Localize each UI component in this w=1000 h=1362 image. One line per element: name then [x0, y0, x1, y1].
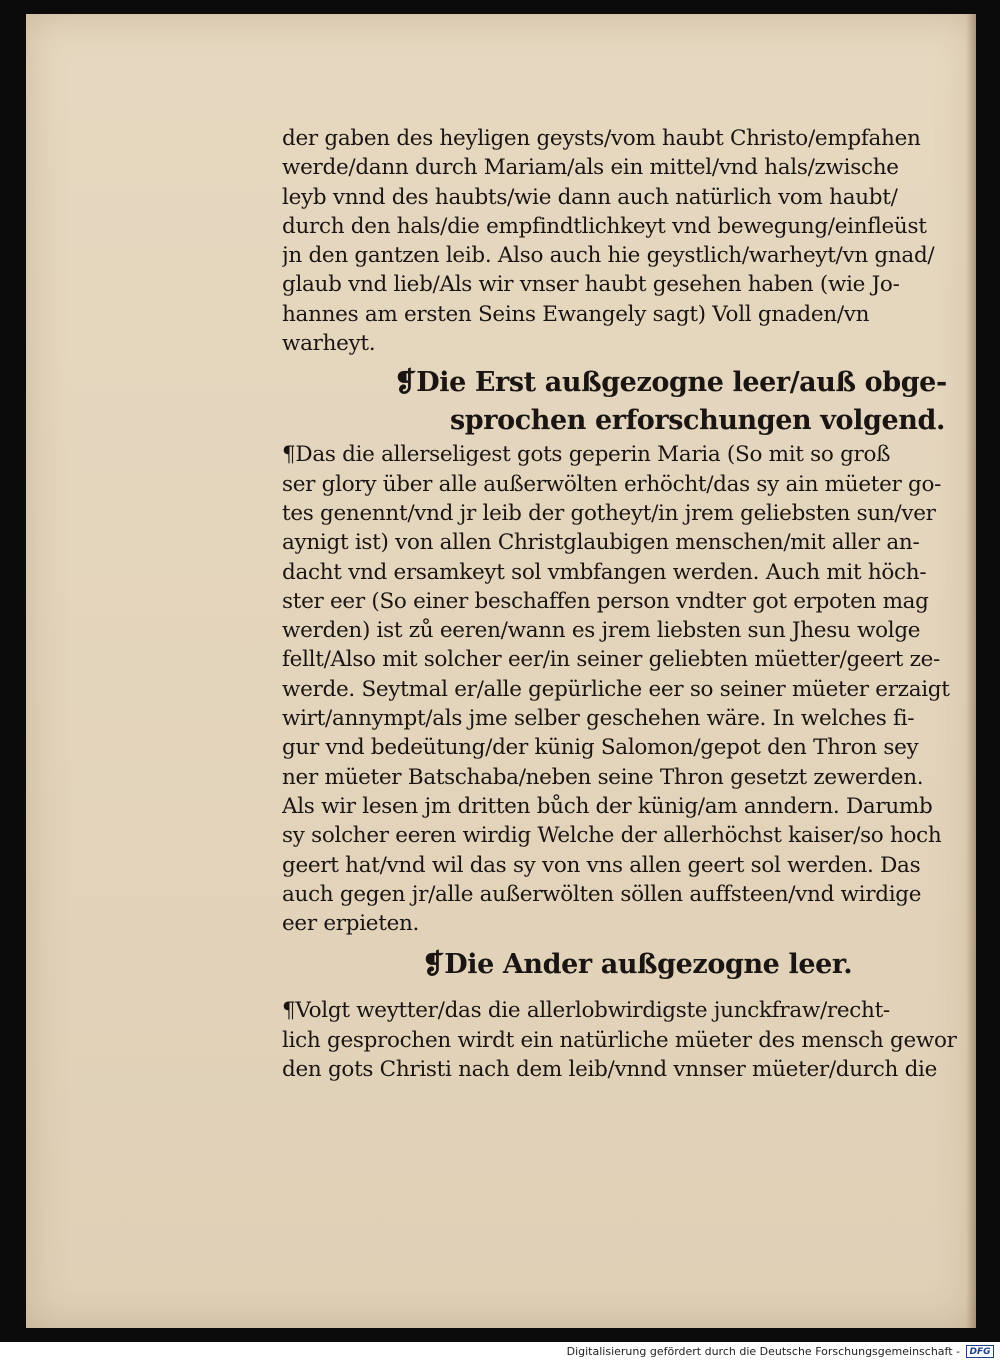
text-line: ner müeter Batschaba/neben seine Thron gesetzt zewerden.	[282, 764, 924, 790]
text-line: fellt/Also mit solcher eer/in seiner geliebten müetter/geert ze-	[282, 647, 941, 673]
text-line: Als wir lesen jm dritten bůch der künig/am anndern. Darumb	[282, 793, 933, 819]
text-line: durch den hals/die empfindtlichkeyt vnd bewegung/einfleüst	[282, 213, 927, 239]
text-line: werde/dann durch Mariam/als ein mittel/vnd hals/zwische	[282, 155, 899, 181]
text-line: ster eer (So einer beschaffen person vndter got erpoten mag	[282, 588, 929, 614]
text-line: werden) ist zů eeren/wann es jrem liebsten sun Jhesu wolge	[282, 618, 921, 644]
text-line: warheyt.	[282, 331, 376, 357]
text-line: sy solcher eeren wirdig Welche der allerhöchst kaiser/so hoch	[282, 823, 942, 849]
text-line: lich gesprochen wirdt ein natürliche müeter des mensch gewor	[282, 1027, 957, 1053]
text-line: hannes am ersten Seins Ewangely sagt) Voll gnaden/vn	[282, 301, 870, 327]
section-heading-first-continued: sprochen erforschungen volgend.	[450, 405, 945, 437]
section-one-paragraph	[282, 440, 962, 938]
text-line: ¶Das die allerseligest gots geperin Maria (So mit so groß	[282, 442, 891, 468]
text-line: den gots Christi nach dem leib/vnnd vnnser müeter/durch die	[282, 1057, 938, 1083]
text-line: aynigt ist) von allen Christglaubigen menschen/mit aller an-	[282, 530, 920, 556]
footer-credit: Digitalisierung gefördert durch die Deutsche Forschungsgemeinschaft -	[566, 1345, 960, 1358]
text-line: jn den gantzen leib. Also auch hie geystlich/warheyt/vn gnad/	[282, 243, 935, 269]
text-line: werde. Seytmal er/alle gepürliche eer so seiner müeter erzaigt	[282, 676, 950, 702]
text-block	[282, 124, 962, 1084]
text-line: ¶Volgt weytter/das die allerlobwirdigste junckfraw/recht-	[282, 998, 890, 1024]
text-line: der gaben des heyligen geysts/vom haubt Christo/empfahen	[282, 126, 921, 151]
section-two-paragraph	[282, 996, 962, 1084]
text-line: ser glory über alle außerwölten erhöcht/das sy ain müeter go-	[282, 471, 942, 497]
text-line: gur vnd bedeütung/der künig Salomon/gepot den Thron sey	[282, 735, 919, 761]
text-line: dacht vnd ersamkeyt sol vmbfangen werden. Auch mit höch-	[282, 559, 927, 585]
text-line: leyb vnnd des haubts/wie dann auch natürlich vom haubt/	[282, 184, 898, 210]
book-page	[26, 14, 976, 1328]
text-line: tes genennt/vnd jr leib der gotheyt/in jrem geliebsten sun/ver	[282, 500, 936, 526]
footer-bar	[0, 1342, 1000, 1362]
section-heading-second: ❡Die Ander außgezogne leer.	[422, 949, 853, 981]
text-line: auch gegen jr/alle außerwölten söllen auffsteen/vnd wirdige	[282, 881, 922, 907]
text-line: wirt/annympt/als jme selber geschehen wäre. In welches fi-	[282, 706, 915, 732]
page-edge-shadow	[966, 14, 976, 1328]
text-line: geert hat/vnd wil das sy von vns allen geert sol werden. Das	[282, 852, 921, 878]
section-heading-first: ❡Die Erst außgezogne leer/auß obge-	[394, 367, 947, 399]
text-line: glaub vnd lieb/Als wir vnser haubt gesehen haben (wie Jo-	[282, 272, 900, 298]
intro-paragraph	[282, 124, 962, 358]
text-line: eer erpieten.	[282, 911, 420, 937]
dfg-logo: DFG	[966, 1345, 994, 1358]
